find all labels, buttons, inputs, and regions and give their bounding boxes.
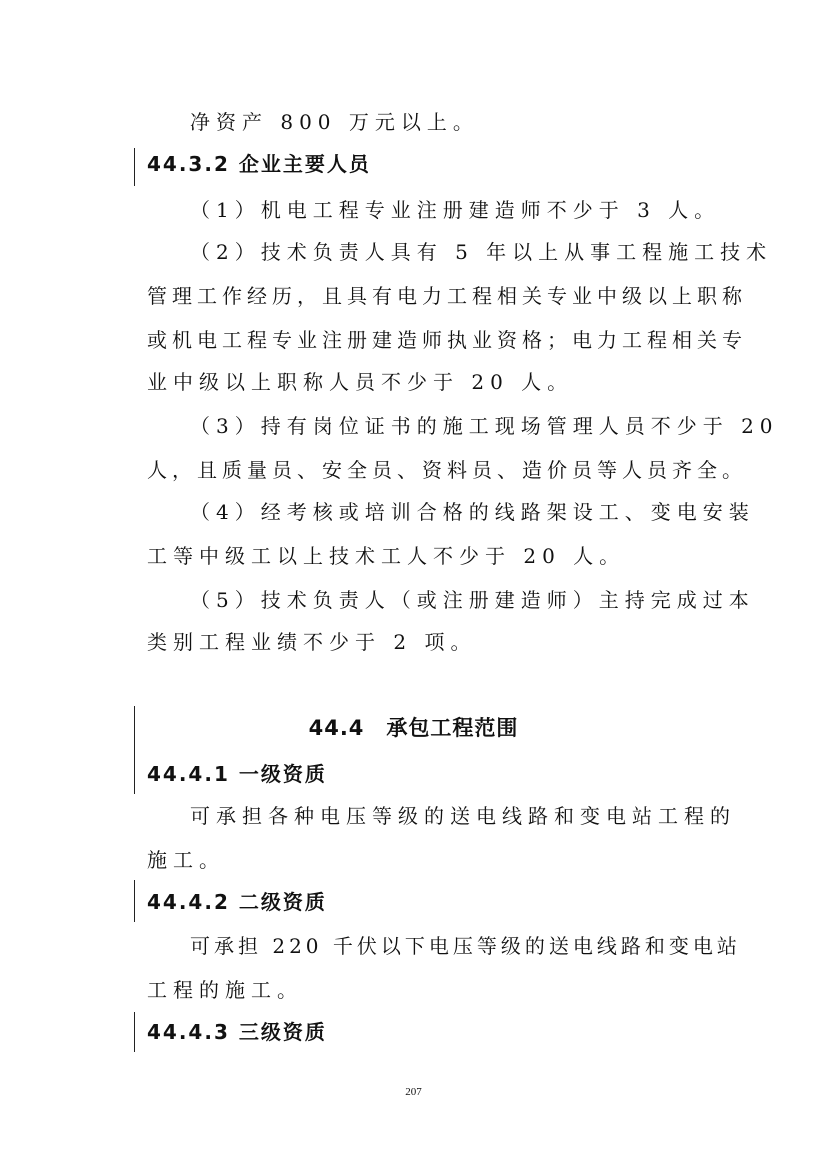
section-heading: 44.4.1 一级资质 bbox=[147, 762, 327, 786]
chapter-heading: 44.4 承包工程范围 bbox=[308, 716, 519, 740]
body-text: 工程的施工。 bbox=[147, 978, 303, 1002]
body-text: 类别工程业绩不少于 2 项。 bbox=[147, 630, 477, 654]
body-text: 工等中级工以上技术工人不少于 20 人。 bbox=[147, 544, 626, 568]
page-number: 207 bbox=[405, 1086, 422, 1098]
change-bar bbox=[134, 880, 135, 922]
body-text: （5）技术负责人（或注册建造师）主持完成过本 bbox=[190, 588, 755, 612]
body-text: 可承担 220 千伏以下电压等级的送电线路和变电站 bbox=[190, 934, 741, 958]
section-heading: 44.4.2 二级资质 bbox=[147, 890, 327, 914]
change-bar bbox=[134, 1012, 135, 1052]
body-text: （4）经考核或培训合格的线路架设工、变电安装 bbox=[190, 500, 755, 524]
body-text: 或机电工程专业注册建造师执业资格；电力工程相关专 bbox=[147, 328, 747, 352]
body-text: （1）机电工程专业注册建造师不少于 3 人。 bbox=[190, 198, 721, 222]
body-text: 净资产 800 万元以上。 bbox=[190, 110, 479, 134]
body-text: 施工。 bbox=[147, 848, 225, 872]
change-bar bbox=[134, 148, 135, 186]
section-heading: 44.3.2 企业主要人员 bbox=[147, 152, 371, 176]
body-text: 可承担各种电压等级的送电线路和变电站工程的 bbox=[190, 804, 736, 828]
body-text: 人，且质量员、安全员、资料员、造价员等人员齐全。 bbox=[147, 458, 747, 482]
body-text: （3）持有岗位证书的施工现场管理人员不少于 20 bbox=[190, 414, 779, 438]
body-text: 管理工作经历，且具有电力工程相关专业中级以上职称 bbox=[147, 284, 747, 308]
body-text: （2）技术负责人具有 5 年以上从事工程施工技术 bbox=[190, 240, 773, 264]
section-heading: 44.4.3 三级资质 bbox=[147, 1020, 327, 1044]
body-text: 业中级以上职称人员不少于 20 人。 bbox=[147, 370, 574, 394]
